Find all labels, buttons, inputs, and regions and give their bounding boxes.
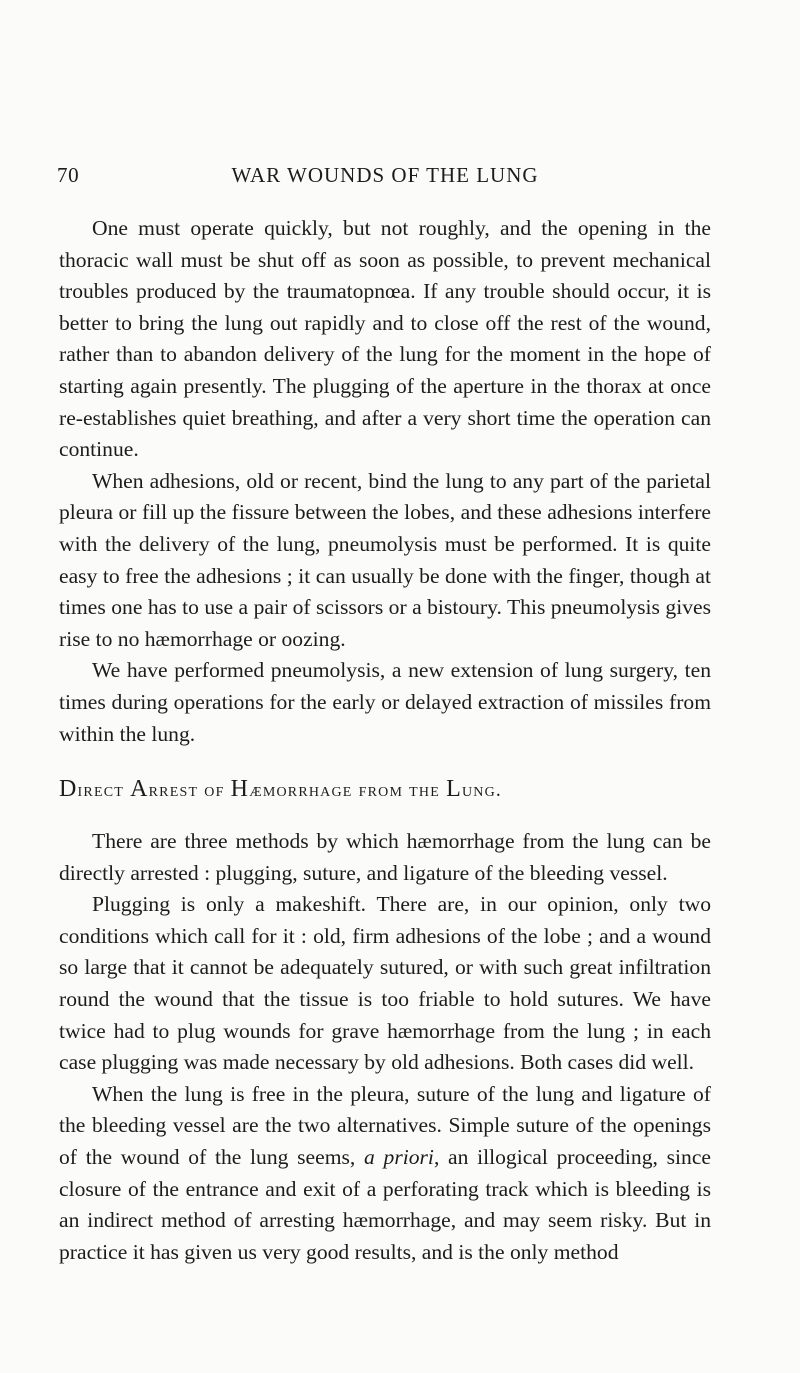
paragraph: We have performed pneumolysis, a new extension of lung surgery, ten times during operations for the early or delayed extraction of missiles from within the lung. <box>59 658 711 746</box>
page-number: 70 <box>57 163 80 187</box>
section-heading <box>59 774 711 806</box>
paragraph: There are three methods by which hæmorrhage from the lung can be directly arrested : plugging, suture, and ligature of the bleeding vessel. <box>59 829 711 885</box>
heading-part: A <box>130 776 149 803</box>
heading-part: rrest of <box>148 780 231 802</box>
paragraph-text: , an illogical proceeding, since closure of the entrance and exit of a perforating track which is bleeding is an indirect method of arresting hæmorrhage, and may seem risky. But in practice it has given us very good results, and is the only method <box>59 1145 711 1264</box>
heading-part: D <box>59 776 78 803</box>
heading-part: ung. <box>461 780 502 802</box>
heading-part: L <box>446 776 462 803</box>
page-header <box>57 163 713 193</box>
body-text <box>59 213 711 1268</box>
heading-part: irect <box>77 780 131 802</box>
running-head: WAR WOUNDS OF THE LUNG <box>231 163 539 187</box>
paragraph: One must operate quickly, but not roughly, and the opening in the thoracic wall must be shut off as soon as possible, to prevent mechanical troubles produced by the traumatopnœa. If any trouble should occur, it is better to bring the lung out rapidly and to close off the rest of the wound, rather than to abandon delivery of the lung for the moment in the hope of starting again presently. The plugging of the aperture in the thorax at once re-establishes quiet breathing, and after a very short time the operation can continue. <box>59 216 711 462</box>
paragraph-text: When the lung is free in the pleura, suture of the lung and ligature of the bleeding vessel are the two alternatives. Simple suture of the openings of the wound of the lung seems, <box>59 1081 711 1170</box>
italic-phrase: a priori <box>364 1145 434 1170</box>
heading-part: H <box>230 776 250 803</box>
heading-part: æmorrhage from the <box>249 780 447 802</box>
paragraph: Plugging is only a makeshift. There are, in our opinion, only two conditions which call for it : old, firm adhesions of the lobe ; and a wound so large that it cannot be adequately sutured, or with such great infiltration round the wound that the tissue is too friable to hold sutures. We have twice had to plug wounds for grave hæmorrhage from the lung ; in each case plugging was made necessary by old adhesions. Both cases did well. <box>59 892 711 1075</box>
paragraph: When adhesions, old or recent, bind the lung to any part of the parietal pleura or fill up the fissure between the lobes, and these adhesions interfere with the delivery of the lung, pneumolysis must be performed. It is quite easy to free the adhesions ; it can usually be done with the finger, though at times one has to use a pair of scissors or a bistoury. This pneumolysis gives rise to no hæmorrhage or oozing. <box>59 468 711 651</box>
paragraph <box>59 1079 711 1269</box>
